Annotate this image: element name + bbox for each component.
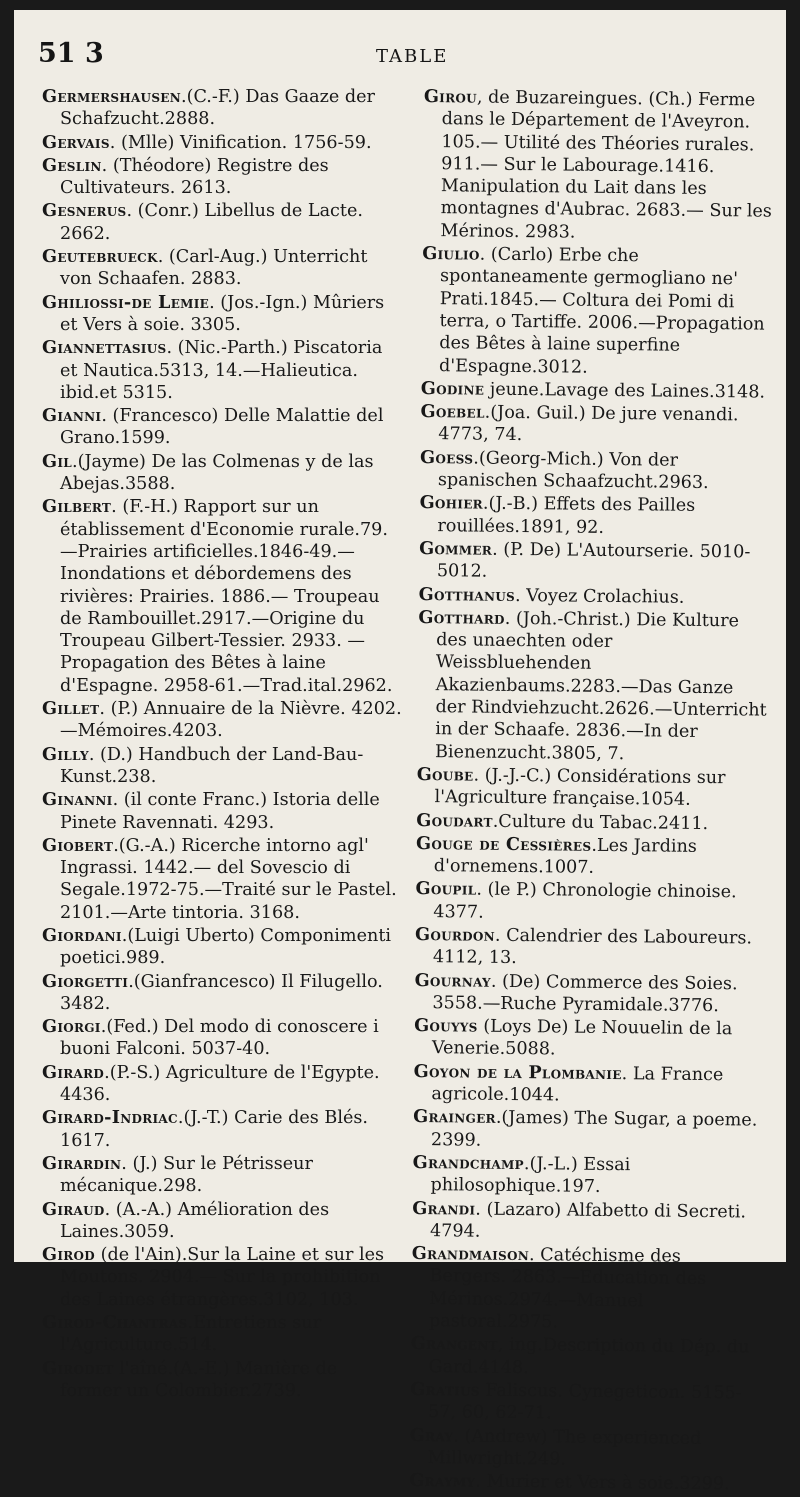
index-entry — [42, 405, 402, 450]
index-entry — [42, 835, 402, 924]
entry-author-name: Goudart — [416, 809, 493, 832]
entry-author-name: Giobert — [42, 834, 114, 856]
entry-author-name: Gervais — [42, 131, 110, 153]
entry-text: .(Fed.) Del modo di conoscere i buoni Falconi. 5037-40. — [60, 1017, 379, 1060]
entry-author-name: Goupil — [415, 878, 477, 900]
entry-text: jeune.Lavage des Laines.3148. — [484, 379, 766, 403]
index-entry — [417, 607, 769, 767]
index-entry — [420, 401, 770, 449]
entry-text: . Voyez Crolachius. — [514, 585, 685, 608]
entry-author-name: Geslin — [42, 154, 102, 176]
entry-author-name: Ghiliossi-de Lemie — [42, 291, 210, 313]
index-entry — [415, 924, 765, 972]
entry-author-name: Gotthanus — [418, 583, 516, 606]
index-entry — [42, 132, 402, 154]
index-entry — [419, 492, 769, 540]
entry-text: . (P. De) L'Autourserie. 5010-5012. — [436, 539, 751, 582]
entry-text: . (Mlle) Vinification. 1756-59. — [109, 132, 372, 153]
entry-author-name: Girou — [423, 86, 478, 108]
entry-text: . (J.) Sur le Pétrisseur mécanique.298. — [60, 1153, 313, 1197]
entry-author-name: Giordani — [42, 924, 122, 946]
index-entry — [422, 86, 774, 246]
entry-text: . (Joh.-Christ.) Die Kulture des unaechten oder Weissbluehenden Akazienbaums.2283.—Das Ganze der Rindviehzucht.2626.—Unterricht in der Schaafe. 2836.—In der Bienenzucht.3805, 7. — [434, 608, 767, 764]
entry-text: . (il conte Franc.) Istoria delle Pinete Ravennati. 4293. — [60, 790, 380, 833]
entry-text: . (F.-H.) Rapport sur un établissement d'Economie rurale.79.—Prairies artificielles.1846-49.—Inondations et débordemens des rivières: Prairies. 1886.— Troupeau de Rambouillet.2917.—Origine du Troupeau Gilbert-Tessier. 2933. — Propagation des Bêtes à laine d'Espagne. 2958-61.—Trad.ital.2962. — [60, 497, 393, 696]
index-entry — [414, 970, 764, 1018]
index-entry — [412, 1197, 762, 1245]
entry-author-name: Grangent — [410, 1333, 498, 1356]
entry-text: . (Lazaro) Alfabetto di Secreti. 4794. — [429, 1199, 747, 1242]
index-entry — [421, 378, 771, 404]
index-entry — [416, 764, 766, 812]
entry-author-name: Goess — [420, 446, 474, 469]
index-entry — [42, 1107, 402, 1152]
entry-text: . (D.) Handbuch der Land-Bau-Kunst.238. — [60, 744, 364, 787]
book-page — [14, 10, 786, 1495]
entry-author-name: Girod-Chantras — [42, 1312, 188, 1334]
entry-text: .(G.-A.) Ricerche intorno agl' Ingrassi. 1442.— del Sovescio di Segale.1972-75.—Traité sur le Pastel. 2101.—Arte tintoria. 3168. — [60, 835, 397, 923]
index-entry — [42, 925, 402, 970]
entry-author-name: Gillet — [42, 698, 100, 720]
entry-text: . La France agricole.1044. — [431, 1063, 724, 1106]
entry-author-name: Godine — [420, 377, 485, 400]
index-column-right — [409, 86, 774, 1497]
entry-text: . Calendrier des Laboureurs. 4112, 13. — [432, 925, 753, 969]
entry-text: .(J.-B.) Effets des Pailles rouillées.1891, 92. — [437, 493, 696, 538]
entry-text: .(J.-T.) Carie des Blés. 1617. — [60, 1108, 368, 1151]
index-entry — [42, 744, 402, 789]
entry-text: . (Théodore) Registre des Cultivateurs. 2613. — [60, 155, 329, 199]
index-entry — [42, 971, 402, 1016]
index-entry — [42, 1358, 402, 1403]
index-entry — [409, 1470, 759, 1496]
entry-author-name: Giorgetti — [42, 970, 129, 992]
entry-author-name: Germershausen — [42, 86, 182, 107]
index-entry — [414, 1015, 764, 1063]
index-entry — [416, 833, 766, 881]
entry-text: , ing.Description du Dép. du Gard.4148. — [428, 1335, 750, 1378]
index-entry — [413, 1106, 763, 1154]
index-entry — [419, 538, 769, 586]
entry-author-name: Goebel — [420, 401, 485, 423]
entry-author-name: Geutebrueck — [42, 246, 158, 268]
entry-text: . (Francesco) Delle Malattie del Grano.1599. — [60, 406, 384, 449]
entry-text: . (Jos.-Ign.) Mûriers et Vers à soie. 3305. — [60, 292, 385, 335]
entry-author-name: Goyon de la Plombanie — [413, 1060, 622, 1084]
index-entry — [421, 243, 772, 380]
entry-text: .(Georg-Mich.) Von der spanischen Schaafzucht.2963. — [437, 448, 709, 494]
index-entry — [42, 1312, 402, 1357]
entry-text: , de Buzareingues. (Ch.) Ferme dans le Département de l'Aveyron. 105.— Utilité des Théories rurales. 911.— Sur le Labourage.1416. Manipulation du Lait dans les montagnes d'Aubrac. 2683.— Sur les Mérinos. 2983. — [440, 87, 772, 243]
entry-author-name: Gouyys — [414, 1015, 478, 1037]
index-entry — [42, 155, 402, 200]
entry-author-name: Ginanni — [42, 789, 113, 811]
index-entry — [416, 809, 766, 835]
entry-text: .(Joa. Guil.) De jure venandi. 4773, 74. — [438, 402, 739, 446]
entry-author-name: Girodet — [42, 1357, 114, 1379]
entry-author-name: Gianni — [42, 405, 102, 427]
entry-text: .Culture du Tabac.2411. — [492, 811, 709, 834]
entry-text: . (Carlo) Erbe che spontaneamente germogliano ne' Prati.1845.— Coltura dei Pomi di terra, o Tartiffe. 2006.—Propagation des Bêtes à laine superfine d'Espagne.3012. — [438, 244, 765, 378]
index-entry — [412, 1152, 762, 1200]
entry-author-name: Gourdon — [415, 923, 496, 946]
entry-text: .(Luigi Uberto) Componimenti poetici.989. — [60, 925, 392, 969]
entry-text: . (P.) Annuaire de la Nièvre. 4202.—Mémoires.4203. — [60, 699, 402, 742]
index-entry — [411, 1243, 762, 1336]
index-entry — [42, 337, 402, 404]
entry-text: .(J.-L.) Essai philosophique.197. — [430, 1154, 631, 1198]
entry-author-name: Girardin — [42, 1152, 122, 1174]
entry-text: .(Jayme) De las Colmenas y de las Abejas.3588. — [60, 451, 374, 495]
entry-text: .Entretiens sur l'Agriculture.514. — [60, 1313, 321, 1356]
entry-text: . (Nic.-Parth.) Piscatoria et Nautica.5313, 14.—Halieutica. ibid.et 5315. — [60, 338, 383, 403]
index-entry — [42, 1062, 402, 1107]
entry-text: . (J.-J.-C.) Considérations sur l'Agriculture française.1054. — [434, 765, 726, 811]
index-entry — [420, 447, 770, 495]
index-entry — [42, 451, 402, 496]
index-entry — [42, 292, 402, 337]
index-entry — [419, 584, 769, 610]
entry-author-name: Gilbert — [42, 496, 112, 518]
entry-text: .(P.-S.) Agriculture de l'Egypte. 4436. — [60, 1062, 380, 1106]
entry-text: . (Carl-Aug.) Unterricht von Schaafen. 2883. — [60, 247, 368, 290]
entry-author-name: Gil — [42, 450, 72, 472]
index-entry — [42, 1199, 402, 1244]
index-entry — [413, 1061, 763, 1109]
index-entry — [42, 86, 402, 131]
entry-author-name: Giulio — [422, 243, 480, 265]
entry-author-name: Goube — [416, 763, 474, 786]
page-number: 51 3 — [38, 38, 104, 69]
entry-author-name: Girard-Indriac — [42, 1107, 178, 1129]
entry-text: (Loys De) Le Nouuelin de la Venerie.5088. — [431, 1016, 733, 1060]
entry-author-name: Giannettasius — [42, 337, 167, 359]
entry-author-name: Gratius — [410, 1378, 480, 1401]
entry-text: .Les Jardins d'ornemens.1007. — [433, 835, 697, 878]
entry-text: . (De) Commerce des Soies. 3558.—Ruche Pyramidale.3776. — [432, 971, 738, 1017]
entry-text: .(James) The Sugar, a poeme. 2399. — [430, 1108, 758, 1151]
index-entry — [42, 1244, 402, 1311]
entry-author-name: Gohier — [419, 492, 484, 514]
entry-author-name: Grainger — [413, 1106, 496, 1129]
entry-author-name: Gesnerus — [42, 200, 127, 222]
index-entry — [42, 1153, 402, 1198]
index-entry — [410, 1379, 760, 1427]
index-entry — [42, 789, 402, 834]
entry-author-name: Gilly — [42, 743, 89, 765]
entry-author-name: Girod — [42, 1244, 95, 1266]
index-entry — [415, 878, 765, 926]
entry-text: . Catéchisme des Bergers. 2863.—Education des Mérinos.2974.—Manuel pastoral.2975. — [428, 1245, 707, 1333]
entry-author-name: Gotthard — [418, 606, 505, 629]
index-entry — [42, 200, 402, 245]
entry-text: . (le P.) Chronologie chinoise. 4377. — [433, 879, 737, 923]
index-entry — [410, 1333, 760, 1381]
entry-text: .(C.-F.) Das Gaaze der Schafzucht.2888. — [60, 87, 375, 130]
page-header — [36, 38, 764, 78]
entry-text: .(Gianfrancesco) Il Filugello. 3482. — [60, 971, 383, 1014]
index-entry — [42, 698, 402, 743]
entry-text: . (Andrew) The experienced Millwright.249. — [427, 1425, 702, 1470]
index-entry — [410, 1424, 760, 1472]
entry-author-name: Gournay — [414, 969, 492, 992]
entry-author-name: Giorgi — [42, 1016, 101, 1038]
entry-author-name: Gommer — [419, 537, 493, 560]
entry-author-name: Grandchamp — [412, 1151, 525, 1175]
entry-text: (de l'Ain).Sur la Laine et sur les Moutons. 2904.— Sur la prohibition des Laines étrangères.3102, 103. — [60, 1245, 385, 1310]
entry-text: . Murier et Vers à soie.3299. — [475, 1471, 730, 1495]
entry-text: l'aîné.(A.-E.) Manière de former un Colombier.2739. — [60, 1358, 338, 1401]
index-entry — [42, 496, 402, 697]
index-column-left — [42, 86, 402, 1403]
index-entry — [42, 1016, 402, 1061]
entry-author-name: Grandmaison — [411, 1243, 530, 1266]
entry-text: . (Conr.) Libellus de Lacte. 2662. — [60, 201, 363, 244]
entry-author-name: Grandi — [412, 1197, 476, 1220]
index-entry — [42, 246, 402, 291]
entry-author-name: Giraud — [42, 1198, 105, 1220]
entry-author-name: Gouge de Cessières — [415, 832, 592, 856]
entry-author-name: Graymy — [409, 1470, 476, 1492]
entry-author-name: Gray — [409, 1424, 454, 1446]
entry-text: Faliscus. Cynegeticon. 5155-57, 60, 62-71. — [428, 1380, 742, 1424]
running-title: TABLE — [376, 46, 449, 67]
entry-text: . (A.-A.) Amélioration des Laines.3059. — [60, 1199, 330, 1242]
entry-author-name: Girard — [42, 1061, 105, 1083]
